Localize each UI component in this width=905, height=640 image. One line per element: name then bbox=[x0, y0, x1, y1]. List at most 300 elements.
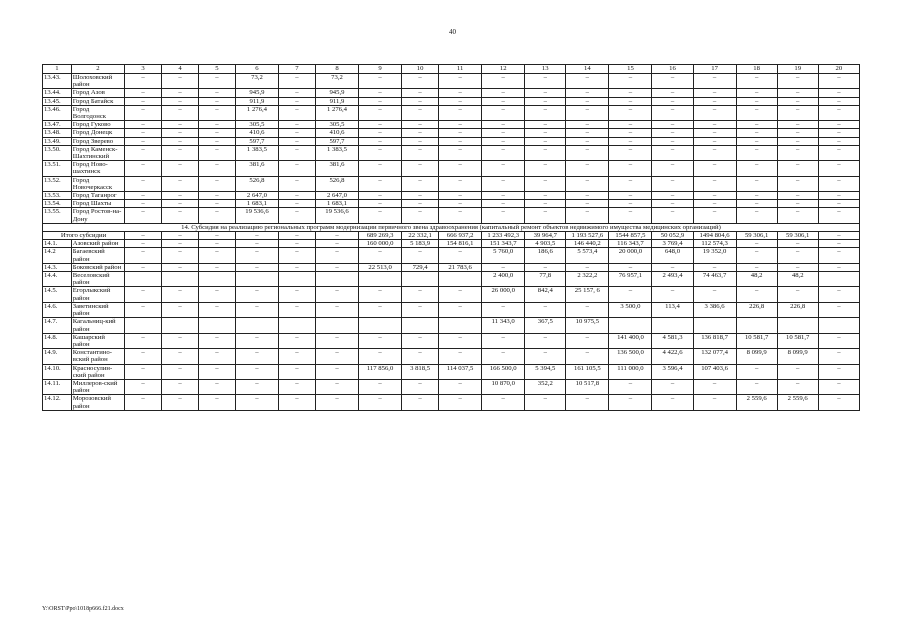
value-cell: – bbox=[652, 395, 693, 410]
value-cell: – bbox=[125, 263, 162, 271]
value-cell: – bbox=[736, 74, 777, 89]
value-cell bbox=[439, 272, 482, 287]
value-cell: – bbox=[736, 89, 777, 97]
value-cell bbox=[162, 272, 199, 287]
value-cell: – bbox=[652, 263, 693, 271]
value-cell: – bbox=[402, 287, 439, 302]
value-cell: – bbox=[818, 121, 859, 129]
value-cell: – bbox=[162, 248, 199, 263]
value-cell: – bbox=[402, 302, 439, 317]
total-row bbox=[43, 232, 860, 240]
value-cell bbox=[198, 318, 235, 333]
row-number-cell: 13.55. bbox=[43, 208, 72, 223]
value-cell: 154 816,1 bbox=[439, 240, 482, 248]
value-cell: – bbox=[279, 287, 316, 302]
value-cell: – bbox=[818, 287, 859, 302]
value-cell: – bbox=[439, 395, 482, 410]
value-cell: 305,5 bbox=[235, 121, 278, 129]
value-cell: – bbox=[279, 89, 316, 97]
value-cell bbox=[235, 318, 278, 333]
value-cell: – bbox=[402, 74, 439, 89]
value-cell: – bbox=[279, 176, 316, 191]
value-cell: – bbox=[693, 89, 736, 97]
value-cell: – bbox=[777, 161, 818, 176]
value-cell: – bbox=[439, 176, 482, 191]
value-cell: – bbox=[482, 129, 525, 137]
value-cell: – bbox=[198, 208, 235, 223]
value-cell: – bbox=[482, 395, 525, 410]
value-cell: 146 440,2 bbox=[566, 240, 609, 248]
value-cell: – bbox=[693, 161, 736, 176]
value-cell: – bbox=[818, 176, 859, 191]
value-cell: – bbox=[439, 97, 482, 105]
value-cell: – bbox=[609, 129, 652, 137]
value-cell: 111 000,0 bbox=[609, 364, 652, 379]
value-cell: – bbox=[315, 287, 358, 302]
value-cell: – bbox=[525, 137, 566, 145]
value-cell: – bbox=[125, 379, 162, 394]
value-cell: 48,2 bbox=[736, 272, 777, 287]
value-cell: 160 000,0 bbox=[359, 240, 402, 248]
value-cell: 3 500,0 bbox=[609, 302, 652, 317]
value-cell: – bbox=[818, 364, 859, 379]
row-number-cell: 13.47. bbox=[43, 121, 72, 129]
value-cell: – bbox=[162, 121, 199, 129]
value-cell: – bbox=[652, 89, 693, 97]
value-cell: – bbox=[198, 395, 235, 410]
row-number-cell: 13.50. bbox=[43, 145, 72, 160]
value-cell: 161 105,5 bbox=[566, 364, 609, 379]
value-cell: 305,5 bbox=[315, 121, 358, 129]
total-value-cell: 1544 857,5 bbox=[609, 232, 652, 240]
value-cell: – bbox=[777, 287, 818, 302]
value-cell: – bbox=[315, 379, 358, 394]
value-cell: 8 099,9 bbox=[777, 349, 818, 364]
value-cell: – bbox=[818, 97, 859, 105]
value-cell: – bbox=[693, 200, 736, 208]
value-cell: – bbox=[359, 395, 402, 410]
value-cell: – bbox=[125, 302, 162, 317]
value-cell: – bbox=[693, 379, 736, 394]
value-cell: 410,6 bbox=[315, 129, 358, 137]
row-name-cell: Город Шахты bbox=[71, 200, 124, 208]
table-row bbox=[43, 349, 860, 364]
value-cell: – bbox=[652, 105, 693, 120]
table-row bbox=[43, 208, 860, 223]
column-number-cell: 7 bbox=[279, 65, 316, 74]
value-cell: – bbox=[777, 74, 818, 89]
value-cell: – bbox=[125, 176, 162, 191]
value-cell: – bbox=[482, 121, 525, 129]
value-cell: – bbox=[315, 333, 358, 348]
section-title: 14. Субсидия на реализацию региональных программ модернизации первичного звена здравоохранения (капитальный ремонт объектов недвижимого имущества медицинских организаций) bbox=[43, 223, 860, 231]
value-cell: – bbox=[525, 302, 566, 317]
value-cell: – bbox=[609, 208, 652, 223]
value-cell: – bbox=[482, 333, 525, 348]
total-value-cell: – bbox=[198, 232, 235, 240]
row-name-cell: Веселовский район bbox=[71, 272, 124, 287]
column-number-cell: 13 bbox=[525, 65, 566, 74]
row-name-cell: Город Зверево bbox=[71, 137, 124, 145]
value-cell bbox=[279, 272, 316, 287]
value-cell: – bbox=[402, 248, 439, 263]
value-cell: – bbox=[279, 137, 316, 145]
file-path-footer: Y:\ORST\Ppo\1018p666.f21.docx bbox=[42, 606, 124, 612]
value-cell: – bbox=[198, 349, 235, 364]
value-cell: – bbox=[125, 89, 162, 97]
value-cell: – bbox=[818, 89, 859, 97]
value-cell: – bbox=[566, 129, 609, 137]
row-name-cell: Заветинский район bbox=[71, 302, 124, 317]
value-cell: 11 343,0 bbox=[482, 318, 525, 333]
value-cell: 381,6 bbox=[315, 161, 358, 176]
table-row bbox=[43, 200, 860, 208]
value-cell: – bbox=[818, 105, 859, 120]
value-cell: – bbox=[439, 302, 482, 317]
value-cell: – bbox=[198, 333, 235, 348]
value-cell bbox=[359, 272, 402, 287]
table-row bbox=[43, 161, 860, 176]
row-name-cell: Кашарский район bbox=[71, 333, 124, 348]
value-cell: – bbox=[162, 333, 199, 348]
value-cell: – bbox=[482, 161, 525, 176]
value-cell: – bbox=[693, 137, 736, 145]
value-cell: – bbox=[402, 176, 439, 191]
value-cell: – bbox=[162, 208, 199, 223]
value-cell: – bbox=[693, 208, 736, 223]
value-cell: – bbox=[482, 74, 525, 89]
value-cell: – bbox=[736, 263, 777, 271]
value-cell bbox=[125, 318, 162, 333]
row-name-cell: Город Ростов-на-Дону bbox=[71, 208, 124, 223]
value-cell: 5 394,5 bbox=[525, 364, 566, 379]
value-cell: 410,6 bbox=[235, 129, 278, 137]
value-cell: – bbox=[566, 176, 609, 191]
value-cell: – bbox=[279, 364, 316, 379]
value-cell: – bbox=[125, 248, 162, 263]
value-cell: – bbox=[652, 121, 693, 129]
table-row bbox=[43, 248, 860, 263]
value-cell: – bbox=[736, 137, 777, 145]
value-cell: 3 386,6 bbox=[693, 302, 736, 317]
value-cell bbox=[818, 318, 859, 333]
value-cell: – bbox=[162, 97, 199, 105]
value-cell: – bbox=[279, 349, 316, 364]
value-cell: 10 581,7 bbox=[777, 333, 818, 348]
table-row bbox=[43, 129, 860, 137]
value-cell: 73,2 bbox=[235, 74, 278, 89]
table-row bbox=[43, 89, 860, 97]
value-cell: 4 903,5 bbox=[525, 240, 566, 248]
table-row bbox=[43, 263, 860, 271]
value-cell: – bbox=[693, 121, 736, 129]
row-number-cell: 14.3. bbox=[43, 263, 72, 271]
value-cell: – bbox=[235, 379, 278, 394]
value-cell: 911,9 bbox=[235, 97, 278, 105]
value-cell: – bbox=[693, 395, 736, 410]
value-cell: – bbox=[359, 333, 402, 348]
value-cell: – bbox=[609, 121, 652, 129]
value-cell: – bbox=[482, 208, 525, 223]
row-name-cell: Город Батайск bbox=[71, 97, 124, 105]
value-cell: – bbox=[359, 302, 402, 317]
value-cell: 5 573,4 bbox=[566, 248, 609, 263]
value-cell: – bbox=[736, 161, 777, 176]
value-cell: 114 037,5 bbox=[439, 364, 482, 379]
column-number-cell: 2 bbox=[71, 65, 124, 74]
value-cell bbox=[402, 318, 439, 333]
value-cell: – bbox=[439, 74, 482, 89]
value-cell: 2 400,0 bbox=[482, 272, 525, 287]
value-cell: – bbox=[566, 349, 609, 364]
column-number-cell: 6 bbox=[235, 65, 278, 74]
value-cell: – bbox=[777, 129, 818, 137]
value-cell: 10 517,8 bbox=[566, 379, 609, 394]
value-cell: – bbox=[777, 364, 818, 379]
value-cell: – bbox=[235, 248, 278, 263]
row-number-cell: 13.54. bbox=[43, 200, 72, 208]
value-cell: 367,5 bbox=[525, 318, 566, 333]
value-cell: – bbox=[125, 208, 162, 223]
value-cell: – bbox=[315, 364, 358, 379]
value-cell: – bbox=[125, 74, 162, 89]
total-value-cell: 50 052,9 bbox=[652, 232, 693, 240]
table-row bbox=[43, 192, 860, 200]
value-cell: – bbox=[439, 349, 482, 364]
value-cell: – bbox=[198, 248, 235, 263]
value-cell: 2 647,0 bbox=[235, 192, 278, 200]
value-cell: – bbox=[652, 129, 693, 137]
table-row bbox=[43, 240, 860, 248]
value-cell: – bbox=[566, 74, 609, 89]
value-cell: – bbox=[125, 240, 162, 248]
value-cell: 1 683,1 bbox=[235, 200, 278, 208]
table-row bbox=[43, 105, 860, 120]
value-cell: 2 647,0 bbox=[315, 192, 358, 200]
value-cell bbox=[652, 318, 693, 333]
row-number-cell: 14.10. bbox=[43, 364, 72, 379]
total-value-cell: 59 306,1 bbox=[736, 232, 777, 240]
value-cell: – bbox=[359, 208, 402, 223]
value-cell: – bbox=[609, 192, 652, 200]
value-cell: – bbox=[818, 145, 859, 160]
value-cell: – bbox=[777, 145, 818, 160]
column-number-cell: 3 bbox=[125, 65, 162, 74]
value-cell: – bbox=[402, 89, 439, 97]
value-cell: – bbox=[162, 89, 199, 97]
total-value-cell: – bbox=[235, 232, 278, 240]
value-cell: – bbox=[359, 105, 402, 120]
value-cell: 1 683,1 bbox=[315, 200, 358, 208]
value-cell: 842,4 bbox=[525, 287, 566, 302]
column-number-cell: 20 bbox=[818, 65, 859, 74]
value-cell: – bbox=[609, 89, 652, 97]
row-number-cell: 14.12. bbox=[43, 395, 72, 410]
value-cell: – bbox=[818, 379, 859, 394]
value-cell: – bbox=[125, 349, 162, 364]
value-cell: – bbox=[609, 263, 652, 271]
value-cell: – bbox=[693, 176, 736, 191]
value-cell: – bbox=[736, 176, 777, 191]
value-cell: – bbox=[566, 395, 609, 410]
value-cell: – bbox=[359, 137, 402, 145]
value-cell: – bbox=[482, 97, 525, 105]
total-value-cell: 39 964,7 bbox=[525, 232, 566, 240]
row-number-cell: 14.2 bbox=[43, 248, 72, 263]
value-cell: 116 343,7 bbox=[609, 240, 652, 248]
value-cell: – bbox=[125, 200, 162, 208]
value-cell: – bbox=[198, 74, 235, 89]
row-number-cell: 14.5. bbox=[43, 287, 72, 302]
value-cell: 597,7 bbox=[235, 137, 278, 145]
column-number-row bbox=[43, 65, 860, 74]
value-cell: – bbox=[525, 395, 566, 410]
table-row bbox=[43, 302, 860, 317]
value-cell: – bbox=[162, 263, 199, 271]
value-cell: – bbox=[525, 176, 566, 191]
value-cell: – bbox=[652, 379, 693, 394]
row-name-cell: Город Волгодонск bbox=[71, 105, 124, 120]
value-cell: – bbox=[439, 208, 482, 223]
value-cell: 597,7 bbox=[315, 137, 358, 145]
value-cell: – bbox=[198, 161, 235, 176]
row-name-cell: Город Ново-шахтинск bbox=[71, 161, 124, 176]
value-cell: 136 500,0 bbox=[609, 349, 652, 364]
column-number-cell: 11 bbox=[439, 65, 482, 74]
value-cell: – bbox=[482, 137, 525, 145]
value-cell: – bbox=[162, 379, 199, 394]
column-number-cell: 18 bbox=[736, 65, 777, 74]
value-cell: – bbox=[818, 192, 859, 200]
value-cell: – bbox=[525, 74, 566, 89]
value-cell: – bbox=[198, 129, 235, 137]
value-cell: – bbox=[482, 302, 525, 317]
value-cell: – bbox=[162, 105, 199, 120]
value-cell: – bbox=[652, 208, 693, 223]
value-cell: – bbox=[482, 145, 525, 160]
value-cell: – bbox=[198, 379, 235, 394]
value-cell: – bbox=[736, 121, 777, 129]
value-cell: – bbox=[162, 145, 199, 160]
value-cell: – bbox=[818, 137, 859, 145]
value-cell: – bbox=[525, 145, 566, 160]
row-name-cell: Егорлыкский район bbox=[71, 287, 124, 302]
value-cell bbox=[359, 318, 402, 333]
value-cell: – bbox=[525, 208, 566, 223]
value-cell bbox=[402, 272, 439, 287]
value-cell: 136 818,7 bbox=[693, 333, 736, 348]
value-cell: – bbox=[777, 263, 818, 271]
row-name-cell: Город Донецк bbox=[71, 129, 124, 137]
value-cell: – bbox=[235, 333, 278, 348]
value-cell: 352,2 bbox=[525, 379, 566, 394]
column-number-cell: 5 bbox=[198, 65, 235, 74]
table-row bbox=[43, 333, 860, 348]
value-cell: – bbox=[609, 287, 652, 302]
value-cell bbox=[315, 318, 358, 333]
value-cell: – bbox=[566, 89, 609, 97]
value-cell: 20 000,0 bbox=[609, 248, 652, 263]
column-number-cell: 16 bbox=[652, 65, 693, 74]
value-cell: – bbox=[279, 240, 316, 248]
value-cell: – bbox=[736, 240, 777, 248]
value-cell: – bbox=[439, 145, 482, 160]
value-cell: – bbox=[736, 105, 777, 120]
total-value-cell: 689 269,3 bbox=[359, 232, 402, 240]
value-cell: – bbox=[125, 145, 162, 160]
total-value-cell: 22 332,1 bbox=[402, 232, 439, 240]
value-cell: 117 856,0 bbox=[359, 364, 402, 379]
value-cell: – bbox=[279, 129, 316, 137]
column-number-cell: 4 bbox=[162, 65, 199, 74]
value-cell: – bbox=[279, 74, 316, 89]
value-cell: – bbox=[818, 240, 859, 248]
value-cell: – bbox=[162, 129, 199, 137]
value-cell: – bbox=[525, 89, 566, 97]
table-row bbox=[43, 287, 860, 302]
value-cell: – bbox=[609, 137, 652, 145]
value-cell: 132 077,4 bbox=[693, 349, 736, 364]
value-cell: – bbox=[609, 74, 652, 89]
row-number-cell: 13.44. bbox=[43, 89, 72, 97]
value-cell: – bbox=[162, 192, 199, 200]
value-cell: – bbox=[609, 161, 652, 176]
row-number-cell: 14.9. bbox=[43, 349, 72, 364]
value-cell: – bbox=[736, 200, 777, 208]
value-cell: 3 596,4 bbox=[652, 364, 693, 379]
value-cell: – bbox=[198, 137, 235, 145]
value-cell: 3 818,5 bbox=[402, 364, 439, 379]
value-cell: – bbox=[609, 97, 652, 105]
value-cell: – bbox=[235, 263, 278, 271]
value-cell: – bbox=[439, 137, 482, 145]
value-cell bbox=[818, 272, 859, 287]
value-cell: 74 463,7 bbox=[693, 272, 736, 287]
value-cell bbox=[235, 272, 278, 287]
value-cell: – bbox=[818, 200, 859, 208]
value-cell: – bbox=[162, 176, 199, 191]
value-cell: – bbox=[198, 200, 235, 208]
value-cell: – bbox=[359, 349, 402, 364]
row-number-cell: 14.7. bbox=[43, 318, 72, 333]
value-cell: – bbox=[482, 176, 525, 191]
row-name-cell: Боковский район bbox=[71, 263, 124, 271]
value-cell: 945,9 bbox=[315, 89, 358, 97]
table-row bbox=[43, 364, 860, 379]
value-cell: – bbox=[736, 287, 777, 302]
value-cell: – bbox=[198, 105, 235, 120]
value-cell bbox=[279, 318, 316, 333]
value-cell: – bbox=[402, 161, 439, 176]
value-cell: – bbox=[777, 105, 818, 120]
value-cell: – bbox=[125, 137, 162, 145]
value-cell: – bbox=[315, 302, 358, 317]
value-cell: – bbox=[279, 192, 316, 200]
value-cell: – bbox=[359, 176, 402, 191]
value-cell: – bbox=[125, 97, 162, 105]
value-cell: – bbox=[525, 97, 566, 105]
value-cell: – bbox=[235, 349, 278, 364]
column-number-cell: 19 bbox=[777, 65, 818, 74]
value-cell: – bbox=[162, 395, 199, 410]
row-name-cell: Город Таганрог bbox=[71, 192, 124, 200]
value-cell: 1 276,4 bbox=[235, 105, 278, 120]
value-cell: – bbox=[566, 161, 609, 176]
value-cell: – bbox=[777, 176, 818, 191]
row-number-cell: 14.11. bbox=[43, 379, 72, 394]
value-cell: – bbox=[525, 349, 566, 364]
table-row bbox=[43, 97, 860, 105]
